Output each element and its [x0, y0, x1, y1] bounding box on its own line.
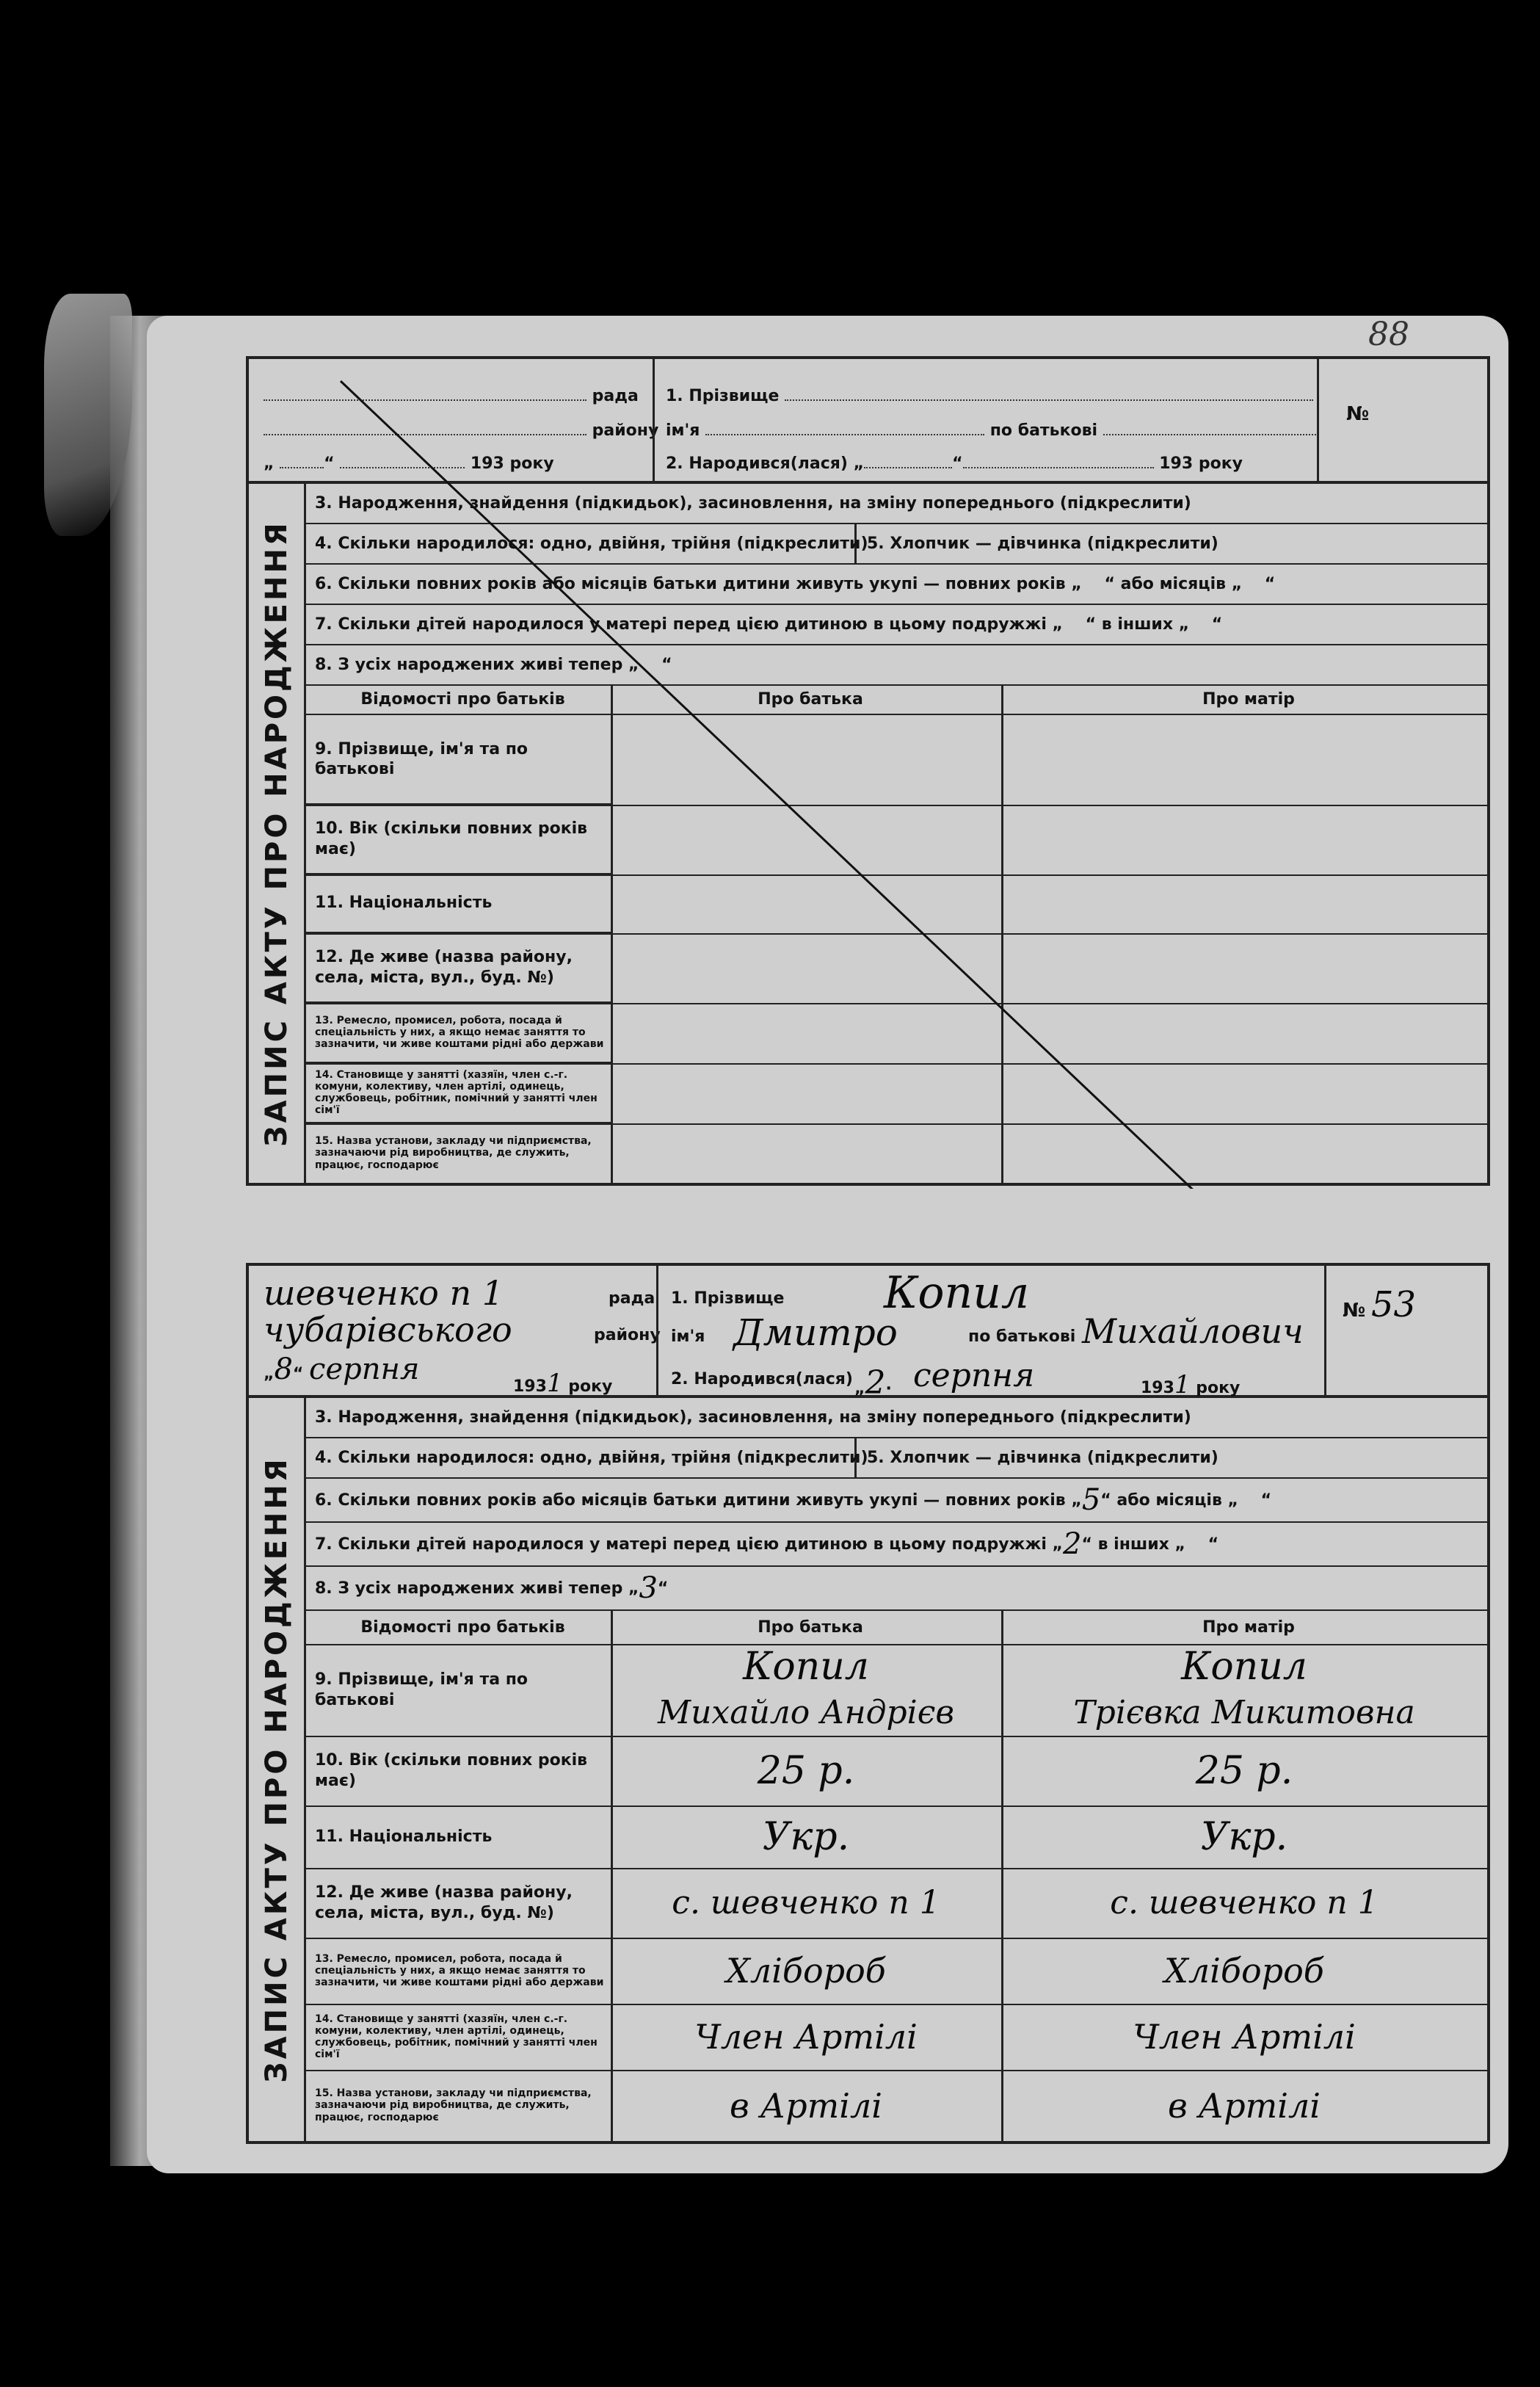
mother-residence: с. шевченко п 1 [1110, 1884, 1379, 1921]
col-info-header: Відомості про батьків [306, 686, 611, 715]
alive-now-value: 3 [639, 1571, 658, 1605]
col-father-header: Про батька [611, 686, 1001, 715]
rada-label: рада [609, 1289, 655, 1308]
year-prefix: 193 [1159, 454, 1194, 473]
rada-value: шевченко п 1 [264, 1273, 504, 1313]
father-nationality: Укр. [762, 1814, 850, 1859]
r10-label: 10. Вік (скільки повних років має) [315, 1751, 588, 1790]
q6b-label: або місяців [1120, 575, 1227, 593]
number-label: № [1343, 1300, 1366, 1322]
year-prefix: 193 [513, 1377, 547, 1396]
filled-side-title [249, 1398, 306, 2141]
year-prefix: 193 [1141, 1379, 1174, 1397]
col-mother-header: Про матір [1001, 686, 1487, 715]
side-title-text: ЗАПИС АКТУ ПРО НАРОДЖЕННЯ [259, 520, 294, 1147]
page-number: 88 [1368, 316, 1409, 353]
q3-row: 3. Народження, знайдення (підкидьок), засиновлення, на зміну попереднього (підкреслити) [306, 1398, 1487, 1438]
r9-label: 9. Прізвище, ім'я та по батькові [306, 715, 611, 805]
born-year-digit: 1 [1174, 1370, 1191, 1399]
q6-row: 6. Скільки повних років або місяців батьки дитини живуть укупі — повних років „ 5 “ або місяців „ “ [306, 1479, 1487, 1523]
mother-age: 25 р. [1195, 1748, 1293, 1793]
q7-row: 7. Скільки дітей народилося у матері перед цією дитиною в цьому подружжі „ 2 “ в інших „ “ [306, 1523, 1487, 1567]
q7-row: 7. Скільки дітей народилося у матері перед цією дитиною в цьому подружжі „ “ в інших „ “ [306, 605, 1487, 645]
blank-record-card [246, 356, 1490, 1186]
mother-status: Член Артілі [1133, 2017, 1356, 2057]
q6b-label: або місяців [1116, 1490, 1222, 1510]
mother-surname: Копил [1181, 1645, 1307, 1689]
father-name: Михайло Андрієв [658, 1694, 954, 1731]
side-title-text: ЗАПИС АКТУ ПРО НАРОДЖЕННЯ [259, 1456, 294, 2083]
q7a-label: 7. Скільки дітей народилося у матері перед цією дитиною в цьому подружжі [315, 615, 1047, 634]
mother-occupation: Хлібороб [1164, 1951, 1324, 1991]
q8-label: 8. З усіх народжених живі тепер [315, 1579, 623, 1598]
raion-label: району [592, 421, 659, 440]
q8-label: 8. З усіх народжених живі тепер [315, 656, 623, 674]
filled-record-card [246, 1263, 1490, 2144]
roku-label: року [509, 454, 554, 473]
q6a-label: 6. Скільки повних років або місяців батьки дитини живуть укупі — повних років [315, 1490, 1066, 1510]
surname-label: 1. Прізвище [666, 387, 780, 405]
r12-label: 12. Де живе (назва району, села, міста, вул., буд. №) [306, 933, 611, 1003]
record-number-value: 53 [1370, 1284, 1417, 1325]
reg-year-digit: 1 [546, 1369, 563, 1398]
father-residence: с. шевченко п 1 [672, 1884, 940, 1921]
surname-value: Копил [884, 1267, 1030, 1319]
q4-row [306, 1438, 1487, 1479]
raion-label: району [594, 1326, 661, 1344]
number-label: № [1346, 403, 1370, 425]
reg-month-value: серпня [309, 1352, 420, 1386]
name-label: ім'я [671, 1327, 705, 1346]
name-label: ім'я [666, 421, 700, 440]
born-month-value: серпня [913, 1357, 1035, 1394]
mother-name: Трієвка Микитовна [1073, 1694, 1415, 1731]
mother-nationality: Укр. [1200, 1814, 1288, 1859]
r11-label: 11. Національність [306, 874, 611, 933]
father-workplace: в Артілі [729, 2085, 882, 2126]
rada-label: рада [592, 387, 639, 405]
q4-label: 4. Скільки народилося: одно, двійня, трійня (підкреслити) [315, 524, 857, 563]
r14-label: 14. Становище у занятті (хазяїн, член с.-г. комуни, колективу, член артілі, одинець, службовець, робітник, помічний у занятті член сім'ї [315, 2013, 598, 2061]
q3-row: 3. Народження, знайдення (підкидьок), засиновлення, на зміну попереднього (підкреслити) [306, 484, 1487, 524]
q8-row: 8. З усіх народжених живі тепер „ “ [306, 645, 1487, 686]
col-info-header: Відомості про батьків [360, 1618, 565, 1637]
r11-label: 11. Національність [315, 1827, 493, 1846]
born-label: 2. Народився(лася) [666, 454, 848, 473]
r14-label: 14. Становище у занятті (хазяїн, член с.-г. комуни, колективу, член артілі, одинець, службовець, робітник, помічний у занятті член сім'ї [306, 1063, 611, 1123]
year-prefix: 193 [470, 454, 504, 473]
r12-label: 12. Де живе (назва району, села, міста, вул., буд. №) [315, 1883, 573, 1922]
father-occupation: Хлібороб [726, 1951, 886, 1991]
r15-label: 15. Назва установи, закладу чи підприємства, зазначаючи рід виробництва, де служить, працює, господарює [315, 2087, 592, 2123]
r9-label: 9. Прізвище, ім'я та по батькові [315, 1670, 529, 1709]
children-before-value: 2 [1063, 1527, 1082, 1561]
r13-label: 13. Ремесло, промисел, робота, посада й спеціальність у них, а якщо немає заняття то зазначити, чи живе коштами рідні або держави [306, 1003, 611, 1063]
q4-label: 4. Скільки народилося: одно, двійня, трійня (підкреслити) [315, 1438, 857, 1477]
q8-row: 8. З усіх народжених живі тепер „ 3 “ [306, 1567, 1487, 1611]
years-together-value: 5 [1081, 1483, 1101, 1517]
father-age: 25 р. [757, 1748, 855, 1793]
born-day-value: 2 [865, 1364, 886, 1402]
q5-label: 5. Хлопчик — дівчинка (підкреслити) [867, 535, 1218, 553]
roku-label: року [1198, 454, 1243, 473]
col-mother-header: Про матір [1202, 1618, 1295, 1637]
roku-label: року [1196, 1379, 1241, 1397]
blank-header: рада району „ “ 193 року 1. Прізвище ім'я по батькові 2. Народився(лася) „ “ 193 року № [249, 359, 1487, 484]
father-status: Член Артілі [694, 2017, 918, 2057]
form-page [147, 316, 1508, 2173]
filled-header: шевченко п 1 рада чубарівського району „8“ серпня 1931 року 1. Прізвище Копил ім'я Дмитро по батькові Михайлович 2. Народився(лася) „2· серпня 1931 року № 53 [249, 1266, 1487, 1398]
surname-label: 1. Прізвище [671, 1289, 785, 1308]
r13-label: 13. Ремесло, промисел, робота, посада й спеціальність у них, а якщо немає заняття то зазначити, чи живе коштами рідні або держави [315, 1952, 604, 1989]
q7a-label: 7. Скільки дітей народилося у матері перед цією дитиною в цьому подружжі [315, 1535, 1047, 1554]
father-surname: Копил [743, 1645, 869, 1689]
cross-out-line [249, 359, 1493, 1189]
name-value: Дмитро [733, 1311, 898, 1354]
patronymic-label: по батькові [989, 421, 1098, 440]
patronymic-value: Михайлович [1082, 1311, 1304, 1351]
patronymic-label: по батькові [968, 1327, 1076, 1346]
reg-day-value: 8 [274, 1352, 293, 1386]
r15-label: 15. Назва установи, закладу чи підприємства, зазначаючи рід виробництва, де служить, працює, господарює [315, 1135, 592, 1171]
q6a-label: 6. Скільки повних років або місяців батьки дитини живуть укупі — повних років [315, 575, 1066, 593]
col-father-header: Про батька [758, 1618, 863, 1637]
q6-row: 6. Скільки повних років або місяців батьки дитини живуть укупі — повних років „ “ або місяців „ “ [306, 565, 1487, 605]
q5-label: 5. Хлопчик — дівчинка (підкреслити) [867, 1449, 1218, 1467]
mother-workplace: в Артілі [1167, 2085, 1321, 2126]
raion-value: чубарівського [264, 1310, 512, 1350]
r10-label: 10. Вік (скільки повних років має) [306, 805, 611, 874]
q7b-label: в інших [1097, 1535, 1169, 1554]
roku-label: року [568, 1377, 613, 1396]
q7b-label: в інших [1101, 615, 1174, 634]
born-label: 2. Народився(лася) [671, 1370, 853, 1388]
